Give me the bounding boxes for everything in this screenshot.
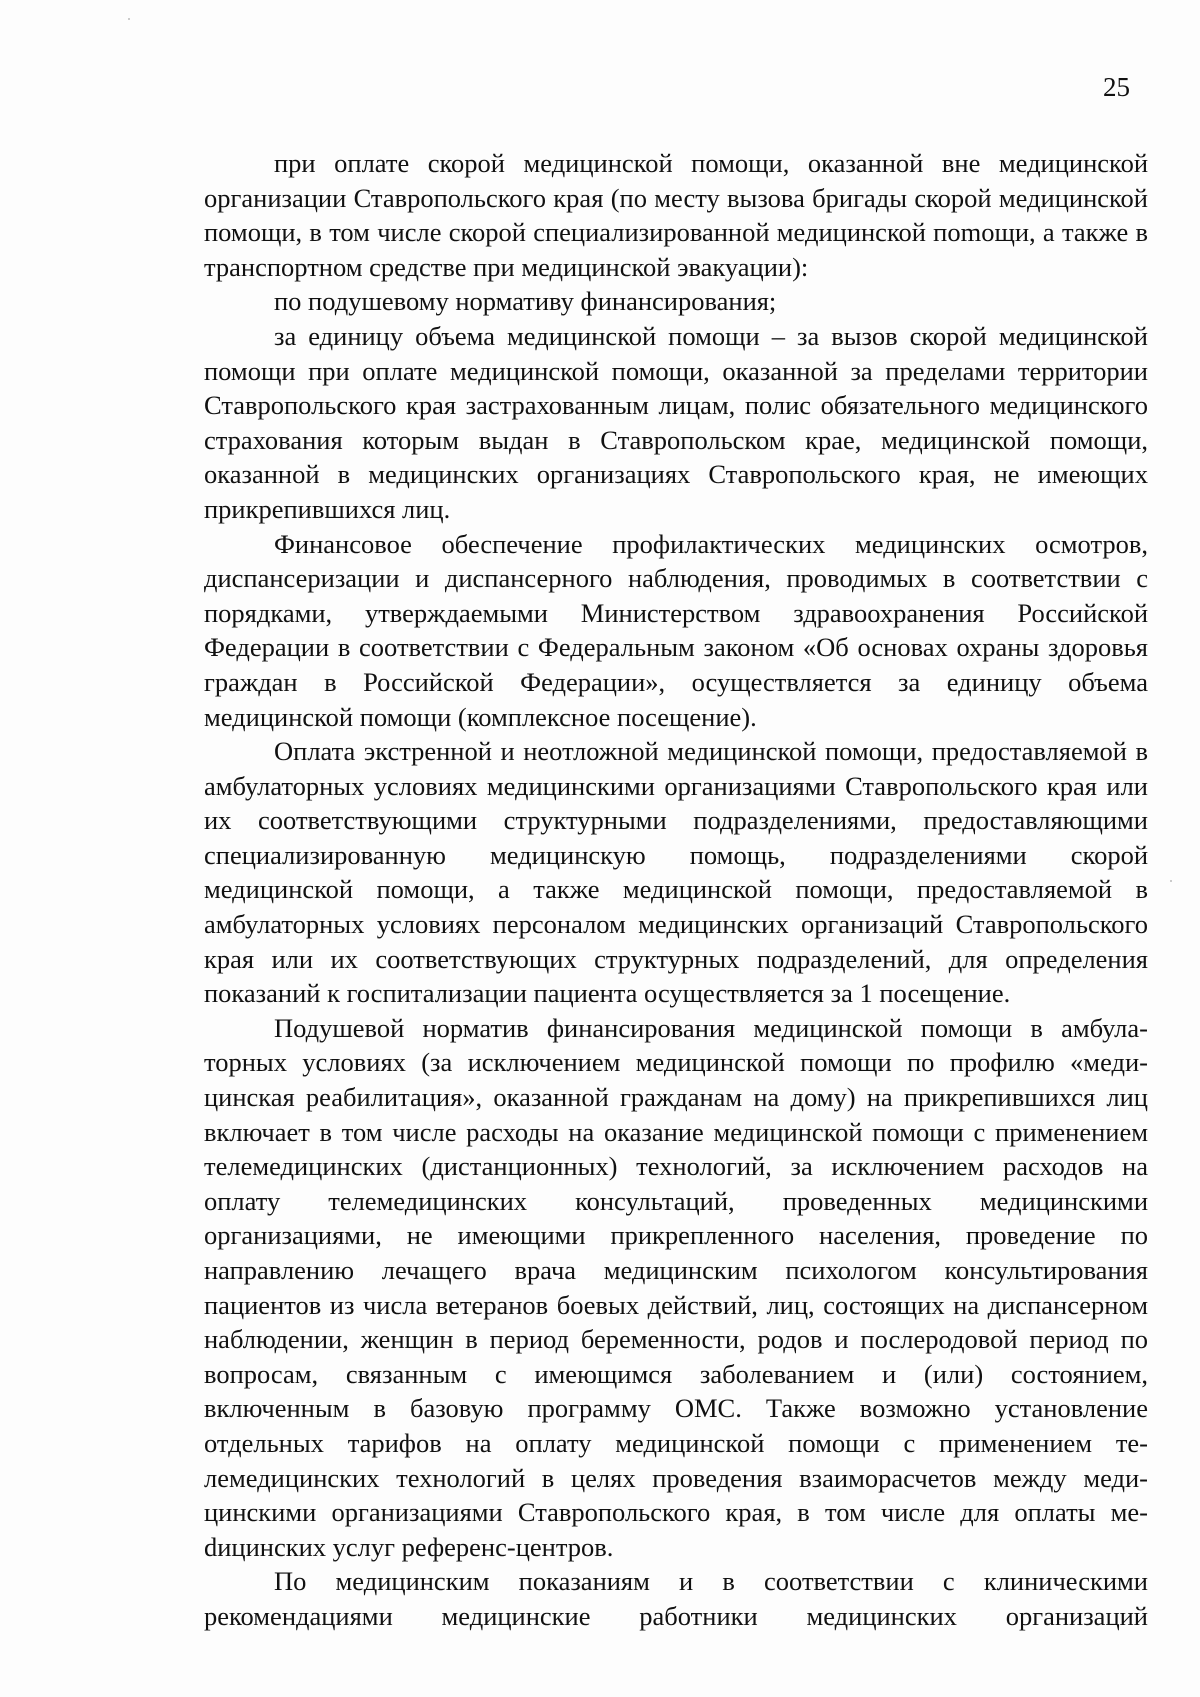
paragraph-urgent-care-payment: Оплата экстренной и неотложной медицинской помощи, предоставляемой в амбулаторных условиях медицинскими организациями Ставропольского края или их соответствующими структурными подразделениями, предоставляющими специализированную медицинскую помощь, подразделениями скорой медицинской помощи, а также медицинской помощи, предоставляемой в амбулаторных условиях персоналом медицинских организаций Ставропольского края или их соответствующих структурных подразделений, для определения показаний к госпитализации пациента осуществляется за 1 посещение. <box>204 736 1148 1009</box>
paragraph-outpatient-per-capita: Подушевой норматив финансирования медицинской помощи в амбулаторных условиях (за исключением медицинской помощи по профилю «медицинская реабилитация», оказанной гражданам на дому) на прикрепившихся лиц включает в том числе расходы на оказание медицинской помощи с применением телемедицинских (дистанционных) технологий, за исключением расходов на оплату телемедицинских консультаций, проведенных медицинскими организациями, не имеющими прикрепленного населения, проведение по направлению лечащего врача медицинским психологом консультирования пациентов из числа ветеранов боевых действий, лиц, состоящих на диспансерном наблюдении, женщин в период беременности, родов и послеродовой период по вопросам, связанным с имеющимся заболеванием и (или) состоянием, включенным в базовую программу ОМС. Также возможно установление отдельных тарифов на оплату медицинской помощи с применением телемедицинских технологий в целях проведения взаиморасчетов между медицинскими организациями Ставропольского края, в том числе для оплаты меdицинских услуг референс-центров. <box>204 1012 1148 1562</box>
paragraph-emergency-care-payment: при оплате скорой медицинской помощи, оказанной вне медицинской организации Ставропольского края (по месту вызова бригады скорой медицинской помощи, в том числе скорой специализированной медицинской поmощи, а также в транспортном средстве при медицинской эвакуации): <box>204 148 1148 282</box>
paragraph-preventive-exams-funding: Финансовое обеспечение профилактических медицинских осмотров, диспансеризации и диспансерного наблюдения, проводимых в соответствии с порядками, утверждаемыми Министерством здравоохранения Российской Федерации в соответствии с Федеральным законом «Об основах охраны здоровья граждан в Российской Федерации», осуществляется за единицу объема медицинской помощи (комплексное посещение). <box>204 528 1148 732</box>
paragraph-per-capita-norm: по подушевому нормативу финансирования; <box>274 286 777 317</box>
paragraph-per-unit-volume: за единицу объема медицинской помощи – за вызов скорой медицинской помощи при оплате медицинской помощи, оказанной за пределами территории Ставропольского края застрахованным лицам, полис обязательного медицинского страхования которым выдан в Ставропольском крае, медицинской помощи, оказанной в медицинских организациях Ставропольского края, не имеющих прикрепившихся лиц. <box>204 320 1148 524</box>
page-number: 25 <box>1103 72 1130 102</box>
scan-artifact <box>1170 880 1172 882</box>
document-body <box>204 146 1148 1634</box>
scan-artifact <box>128 18 130 20</box>
paragraph-medical-indications: По медицинским показаниям и в соответствии с клиническими рекомендациями медицинские работники медицинских организаций <box>204 1566 1148 1631</box>
